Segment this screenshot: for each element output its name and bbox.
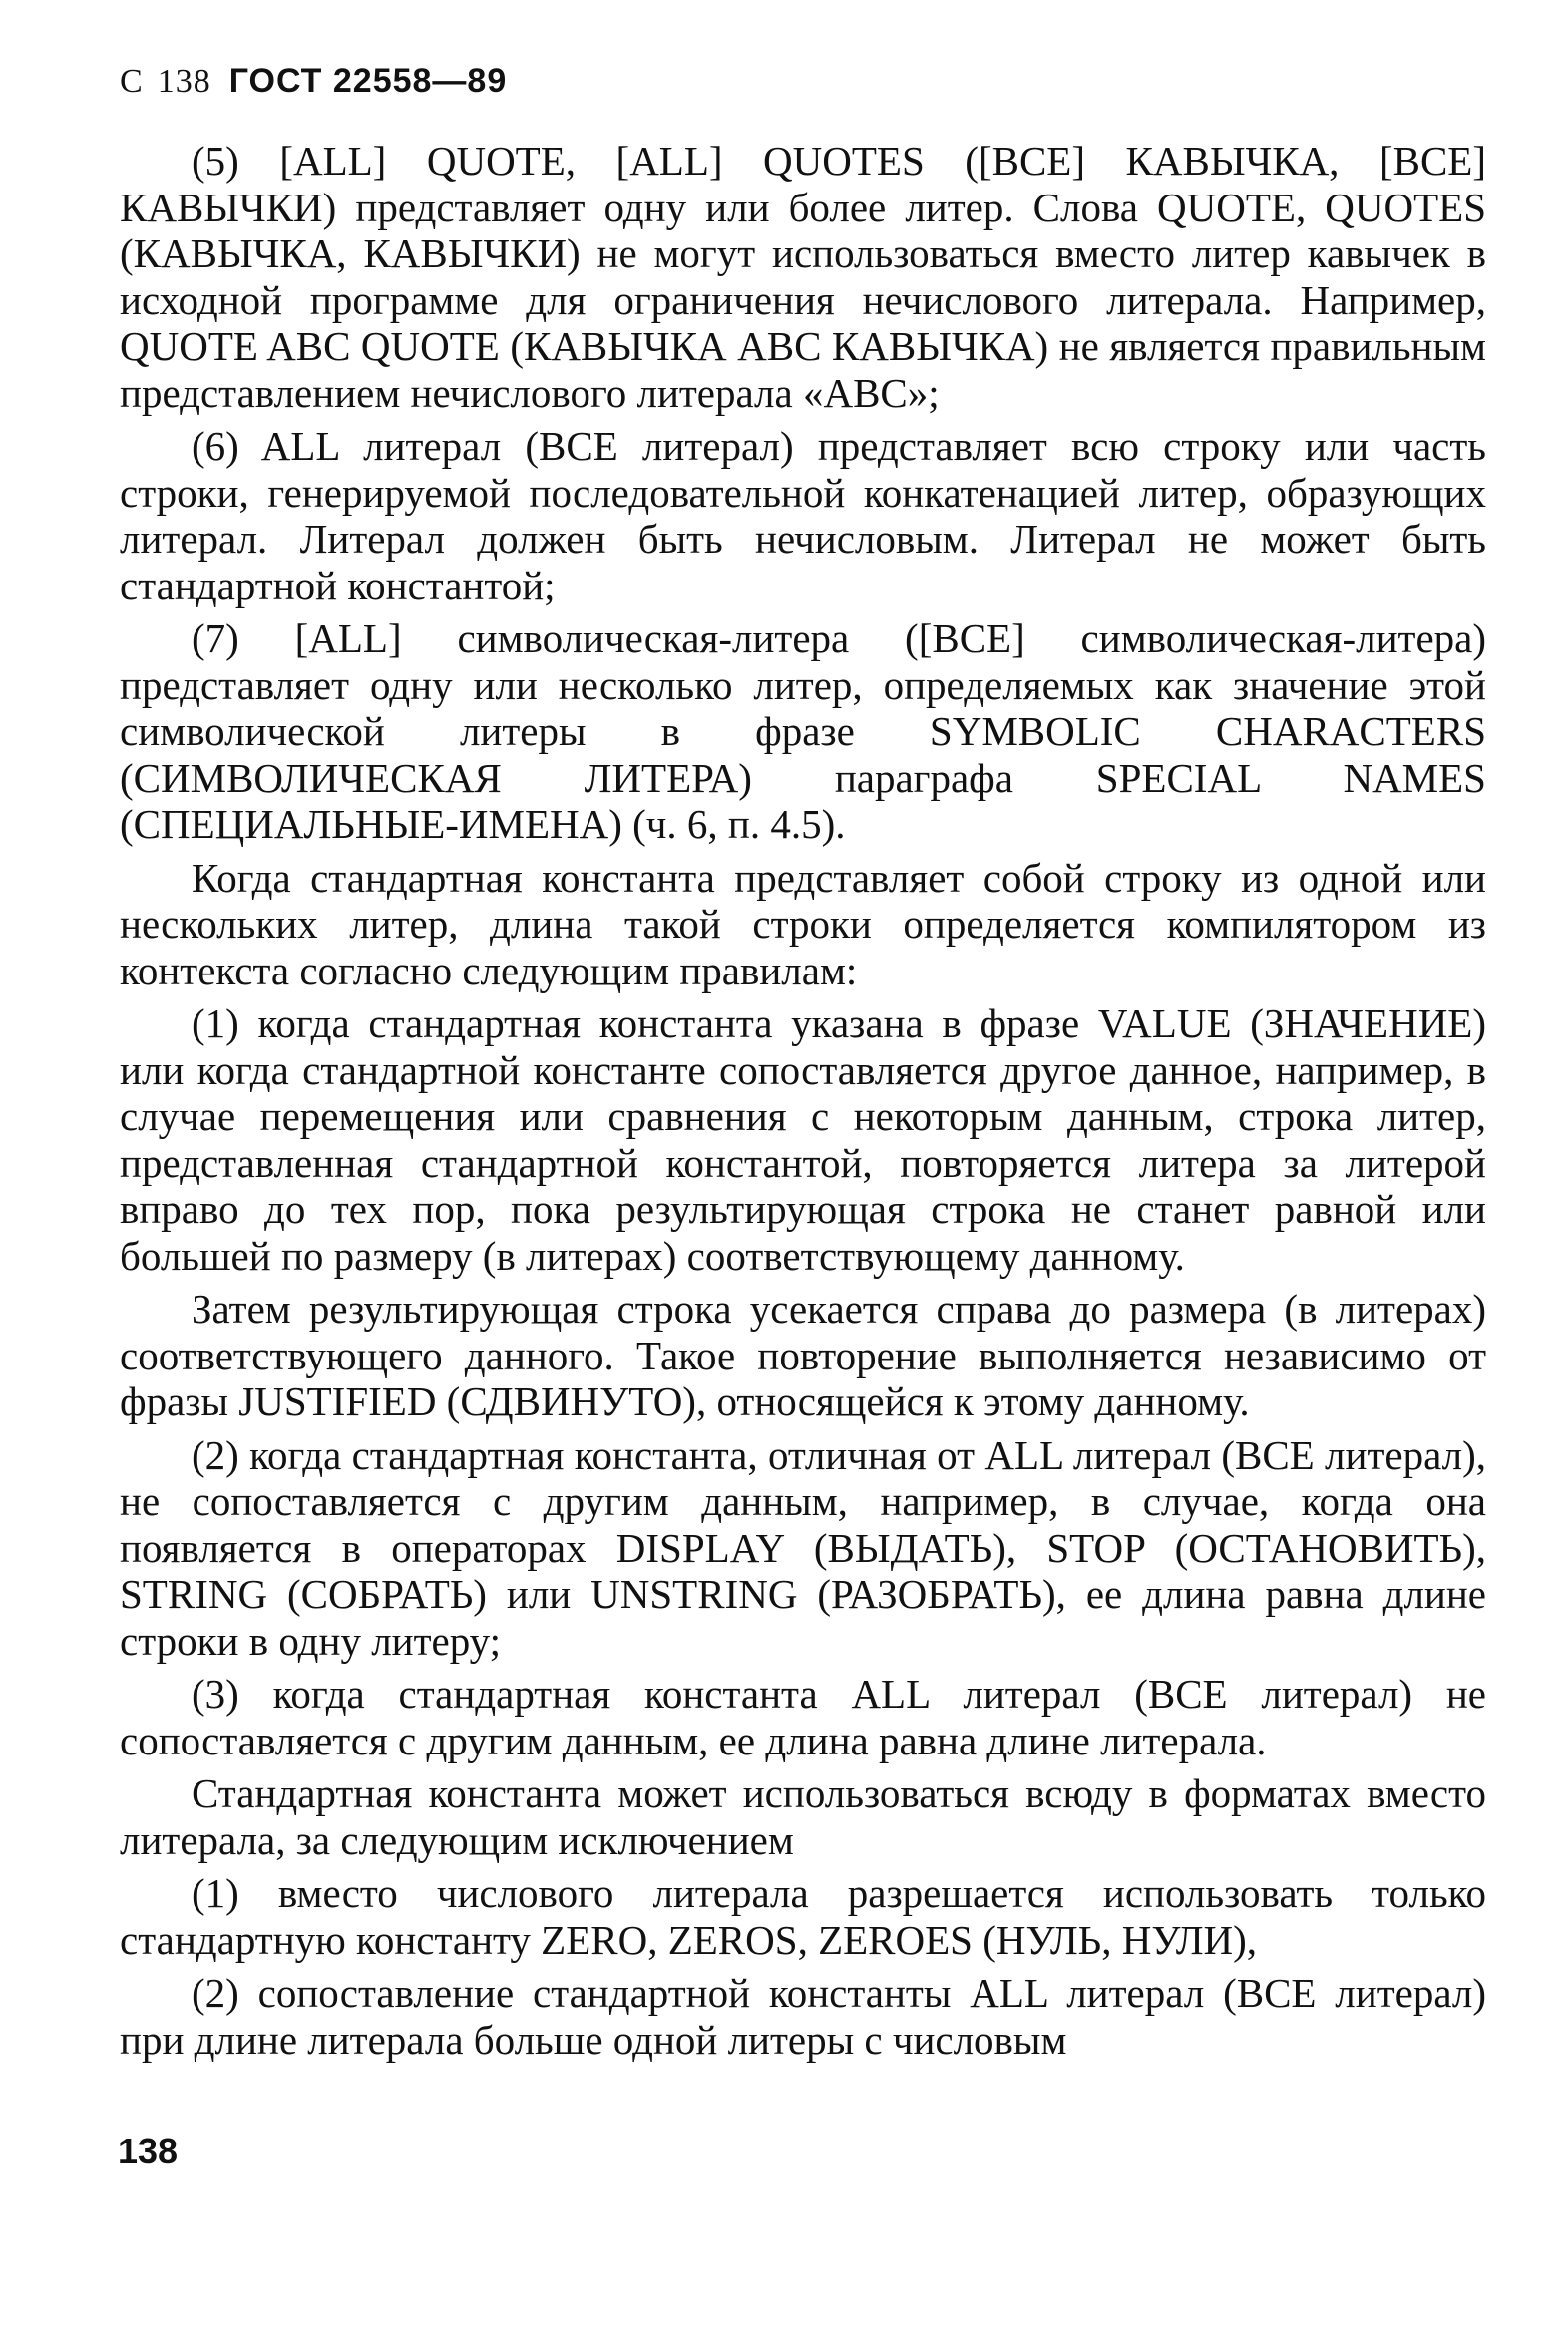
page-header [120,62,507,101]
paragraph-rule-2: (2) когда стандартная константа, отличная от ALL литерал (ВСЕ литерал), не сопоставляется с другим данным, например, в случае, когда она появляется в операторах DISPLAY (ВЫДАТЬ), STOP (ОСТАНОВИТЬ), STRING (СОБРАТЬ) или UNSTRING (РАЗОБРАТЬ), ее длина равна длине строки в одну литеру; [120,1431,1486,1664]
paragraph-usage-intro: Стандартная константа может использоваться всюду в форматах вместо литерала, за следующим исключением [120,1770,1486,1863]
paragraph-item-6: (6) ALL литерал (ВСЕ литерал) представляет всю строку или часть строки, генерируемой последовательной конкатенацией литер, образующих литерал. Литерал должен быть нечисловым. Литерал не может быть стандартной константой; [120,423,1486,608]
paragraph-truncation: Затем результирующая строка усекается справа до размера (в литерах) соответствующего данного. Такое повторение выполняется независимо от фразы JUSTIFIED (СДВИНУТО), относящейся к этому данному. [120,1286,1486,1424]
section-letter: С [120,63,144,100]
header-page-number: 138 [157,63,211,100]
paragraph-rule-1: (1) когда стандартная константа указана в фразе VALUE (ЗНАЧЕНИЕ) или когда стандартной константе сопоставляется другое данное, например, в случае перемещения или сравнения с некоторым данным, строка литер, представленная стандартной константой, повторяется литера за литерой вправо до тех пор, пока результирующая строка не станет равной или большей по размеру (в литерах) соответствующему данному. [120,1000,1486,1279]
paragraph-exception-1: (1) вместо числового литерала разрешается использовать только стандартную константу ZERO, ZEROS, ZEROES (НУЛЬ, НУЛИ), [120,1870,1486,1963]
paragraph-length-intro: Когда стандартная константа представляет собой строку из одной или нескольких литер, длина такой строки определяется компилятором из контекста согласно следующим правилам: [120,854,1486,993]
paragraph-exception-2: (2) сопоставление стандартной константы ALL литерал (ВСЕ литерал) при длине литерала больше одной литеры с числовым [120,1970,1486,2063]
paragraph-rule-3: (3) когда стандартная константа ALL литерал (ВСЕ литерал) не сопоставляется с другим данным, ее длина равна длине литерала. [120,1671,1486,1763]
page-number-footer: 138 [118,2131,179,2171]
paragraph-item-7: (7) [ALL] символическая-литера ([ВСЕ] символическая-литера) представляет одну или несколько литер, определяемых как значение этой символической литеры в фразе SYMBOLIC CHARACTERS (СИМВОЛИЧЕСКАЯ ЛИТЕРА) параграфа SPECIAL NAMES (СПЕЦИАЛЬНЫЕ-ИМЕНА) (ч. 6, п. 4.5). [120,615,1486,847]
paragraph-item-5: (5) [ALL] QUOTE, [ALL] QUOTES ([ВСЕ] КАВЫЧКА, [ВСЕ] КАВЫЧКИ) представляет одну или более литер. Слова QUOTE, QUOTES (КАВЫЧКА, КАВЫЧКИ) не могут использоваться вместо литер кавычек в исходной программе для ограничения нечислового литерала. Например, QUOTE ABC QUOTE (КАВЫЧКА ABC КАВЫЧКА) не является правильным представлением нечислового литерала «ABC»; [120,138,1486,416]
standard-designation: ГОСТ 22558—89 [228,62,508,100]
document-body [120,138,1486,2070]
